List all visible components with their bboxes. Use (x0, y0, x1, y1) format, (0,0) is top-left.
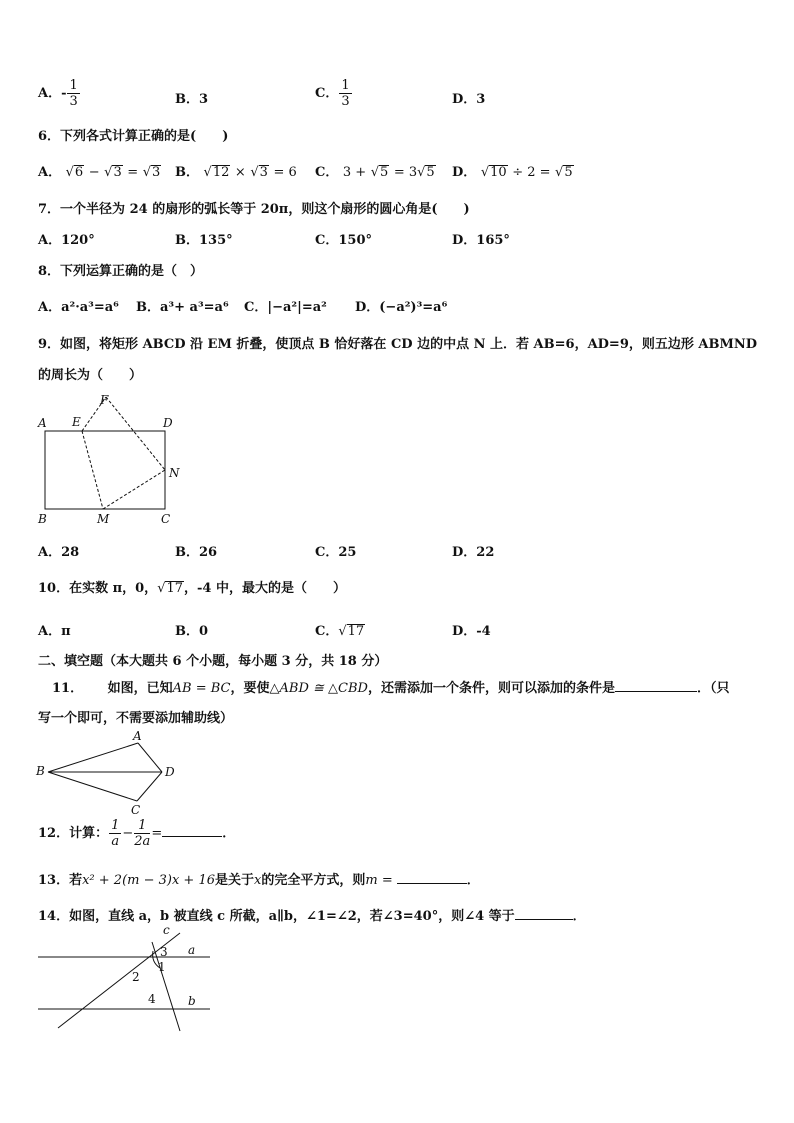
q5-c-label: C． (315, 86, 339, 101)
q11-stem-line2: 写一个即可，不需要添加辅助线） (38, 711, 234, 726)
q11-stem-c: ，还需添加一个条件，则可以添加的条件是 (367, 681, 615, 696)
q6-d-radical-2: √5 (555, 165, 573, 180)
q11-label-a: A (133, 729, 142, 743)
q5-a-fraction (67, 78, 79, 109)
q13-expression: x² + 2(m − 3)x + 16 (82, 873, 215, 888)
q14-label-angle-4: 4 (148, 992, 156, 1006)
q9-option-b: B．26 (175, 545, 218, 560)
q14-answer-blank[interactable] (515, 907, 573, 920)
q6-b-op-1: × (234, 165, 246, 180)
q6-b-label: B． (175, 165, 199, 180)
q6-a-radical-3: √3 (142, 165, 161, 180)
q6-a-op-2: = (127, 165, 139, 180)
q12-fraction-1 (109, 818, 121, 849)
q6-a-radicand-1: 6 (74, 165, 84, 180)
q6-a-radical-2: √3 (104, 165, 122, 180)
q7-option-d: D．165° (452, 233, 510, 248)
q5-c-numerator: 1 (341, 78, 350, 93)
q11-answer-blank[interactable] (615, 679, 697, 692)
q6-d-radicand-1: 10 (490, 165, 507, 180)
q11-label-b: B (36, 764, 45, 778)
q9-fold-em (82, 431, 103, 509)
q11-stem-b: ，要使 (230, 681, 270, 696)
q8-option-c: C．|−a²|=a² (244, 300, 327, 315)
q5-option-a (38, 78, 81, 109)
q9-option-c: C．25 (315, 545, 357, 560)
q6-a-op-1: − (88, 165, 100, 180)
q6-c-result: = 3 (393, 165, 418, 180)
q6-c-label: C． (315, 165, 339, 180)
q6-stem: 6．下列各式计算正确的是( ) (38, 129, 229, 144)
q9-option-a: A．28 (38, 545, 80, 560)
q12-minus: − (122, 826, 134, 841)
q6-c-radicand-1: 5 (380, 165, 389, 180)
q9-fold-mn (103, 470, 165, 509)
q11-label-d: D (165, 765, 175, 779)
q11-segment-ba (48, 743, 138, 772)
q13-mid: 是关于 (215, 873, 255, 888)
q5-c-fraction (339, 78, 351, 109)
q9-stem-line2: 的周长为（ ） (38, 368, 143, 383)
q5-option-d: D．3 (452, 92, 486, 107)
q12-numerator-1: 1 (111, 818, 120, 833)
q14-label-angle-2: 2 (132, 970, 140, 984)
q9-fold-fn (106, 397, 165, 470)
q6-a-label: A． (38, 165, 62, 180)
q14-label-b: b (188, 994, 196, 1008)
q14-label-angle-1: 1 (158, 960, 166, 974)
q6-c-radicand-2: 5 (426, 165, 435, 180)
q10-stem-radical: √17 (157, 581, 184, 596)
q10-option-b: B．0 (175, 624, 209, 639)
q9-label-f: F (100, 393, 109, 407)
q8-stem: 8．下列运算正确的是（ ） (38, 264, 204, 279)
q6-d-radical-1: √10 (480, 165, 507, 180)
q14-label-c: c (163, 925, 170, 937)
q5-option-b: B．3 (175, 92, 209, 107)
q6-option-d (452, 161, 574, 180)
q10-c-label: C． (315, 624, 339, 639)
q6-c-radical-2: √5 (417, 165, 435, 180)
q9-label-d: D (163, 416, 173, 430)
q7-stem: 7．一个半径为 24 的扇形的弧长等于 20π，则这个扇形的圆心角是( ) (38, 202, 470, 217)
q6-option-a (38, 161, 161, 180)
q12-denominator-1: a (111, 834, 120, 849)
q12-answer-blank[interactable] (162, 824, 222, 837)
q9-stem-line1: 9．如图，将矩形 ABCD 沿 EM 折叠，使顶点 B 恰好落在 CD 边的中点 N 上．若 AB=6，AD=9，则五边形 ABMND (38, 337, 758, 352)
q5-option-c (315, 78, 353, 109)
q6-d-label: D． (452, 165, 477, 180)
q11-segment-ad (138, 743, 162, 772)
q13-line (38, 869, 480, 888)
q13-m-equals: m = (365, 873, 393, 888)
q11-math-ab-bc: AB = BC (172, 681, 231, 696)
q12-line (38, 818, 235, 849)
q12-fraction-2 (134, 818, 150, 849)
q6-a-radicand-2: 3 (113, 165, 122, 180)
q10-option-c (315, 620, 365, 639)
q14-figure (30, 925, 220, 1035)
q12-end: ． (222, 826, 236, 841)
q5-c-denominator: 3 (341, 94, 350, 109)
q7-option-a: A．120° (38, 233, 95, 248)
q11-segment-bc (48, 772, 137, 801)
q12-prefix: 12．计算： (38, 826, 109, 841)
q12-numerator-2: 1 (134, 818, 150, 834)
q9-label-m: M (97, 512, 110, 526)
q6-b-radical-1: √12 (203, 165, 230, 180)
q9-figure (30, 390, 190, 530)
q11-figure (30, 728, 190, 818)
q6-b-radicand-1: 12 (212, 165, 230, 180)
q13-end: ． (466, 873, 480, 888)
q10-option-a: A．π (38, 624, 71, 639)
q6-option-c (315, 161, 436, 180)
q8-option-a: A．a²·a³=a⁶ (38, 300, 119, 315)
q10-stem-radicand: 17 (166, 581, 184, 596)
q13-prefix: 13．若 (38, 873, 83, 888)
q14-end: ． (572, 909, 586, 924)
q6-c-radical-1: √5 (370, 165, 389, 180)
q14-label-angle-3: 3 (160, 945, 168, 959)
q6-b-result: = 6 (273, 165, 297, 180)
q6-d-op: ÷ 2 = (512, 165, 551, 180)
q10-stem (38, 577, 346, 596)
q13-answer-blank[interactable] (397, 871, 467, 884)
q9-rectangle (45, 431, 165, 509)
q12-denominator-2: 2a (134, 834, 151, 849)
q5-a-label: A．- (38, 86, 67, 101)
q6-b-radical-2: √3 (250, 165, 268, 180)
q5-a-denominator: 3 (69, 94, 78, 109)
q11-math-congruent: △ABD ≅ △CBD (269, 681, 368, 696)
q6-option-b (175, 161, 297, 180)
q6-b-radicand-2: 3 (259, 165, 268, 180)
q11-number: 11． (52, 681, 84, 696)
q11-stem-d: ．（只 (696, 681, 730, 696)
q9-label-b: B (38, 512, 47, 526)
q9-label-c: C (161, 512, 171, 526)
q9-label-a: A (38, 416, 47, 430)
q9-label-n: N (169, 466, 180, 480)
q9-option-d: D．22 (452, 545, 495, 560)
q5-a-numerator: 1 (69, 78, 78, 93)
q12-equals: = (151, 826, 163, 841)
section2-title: 二、填空题（本大题共 6 个小题，每小题 3 分，共 18 分） (38, 654, 388, 669)
q8-option-b: B．a³+ a³=a⁶ (136, 300, 229, 315)
q13-mid2: 的完全平方式，则 (261, 873, 366, 888)
q10-c-radical: √17 (338, 624, 365, 639)
q6-d-radicand-2: 5 (564, 165, 573, 180)
q14-label-a: a (188, 943, 196, 957)
q9-label-e: E (72, 415, 81, 429)
q6-c-term-1: 3 + (342, 165, 367, 180)
q10-option-d: D．-4 (452, 624, 491, 639)
q7-option-c: C．150° (315, 233, 372, 248)
q8-option-d: D．(−a²)³=a⁶ (355, 300, 448, 315)
q11-stem-a: 如图，已知 (107, 681, 173, 696)
q7-option-b: B．135° (175, 233, 233, 248)
q6-a-radical-1: √6 (65, 165, 84, 180)
q10-stem-post: ，-4 中，最大的是（ ） (184, 581, 346, 596)
q14-line (38, 905, 586, 924)
q10-c-radicand: 17 (347, 624, 365, 639)
q14-stem: 14．如图，直线 a，b 被直线 c 所截，a∥b，∠1=∠2，若∠3=40°，则∠4 等于 (38, 909, 515, 924)
q11-segment-cd (137, 772, 162, 801)
q13-variable: x (254, 873, 262, 888)
q10-stem-pre: 10．在实数 π，0， (38, 581, 158, 596)
q11-stem (52, 677, 729, 696)
q11-label-c: C (131, 803, 141, 817)
q6-a-radicand-3: 3 (152, 165, 161, 180)
